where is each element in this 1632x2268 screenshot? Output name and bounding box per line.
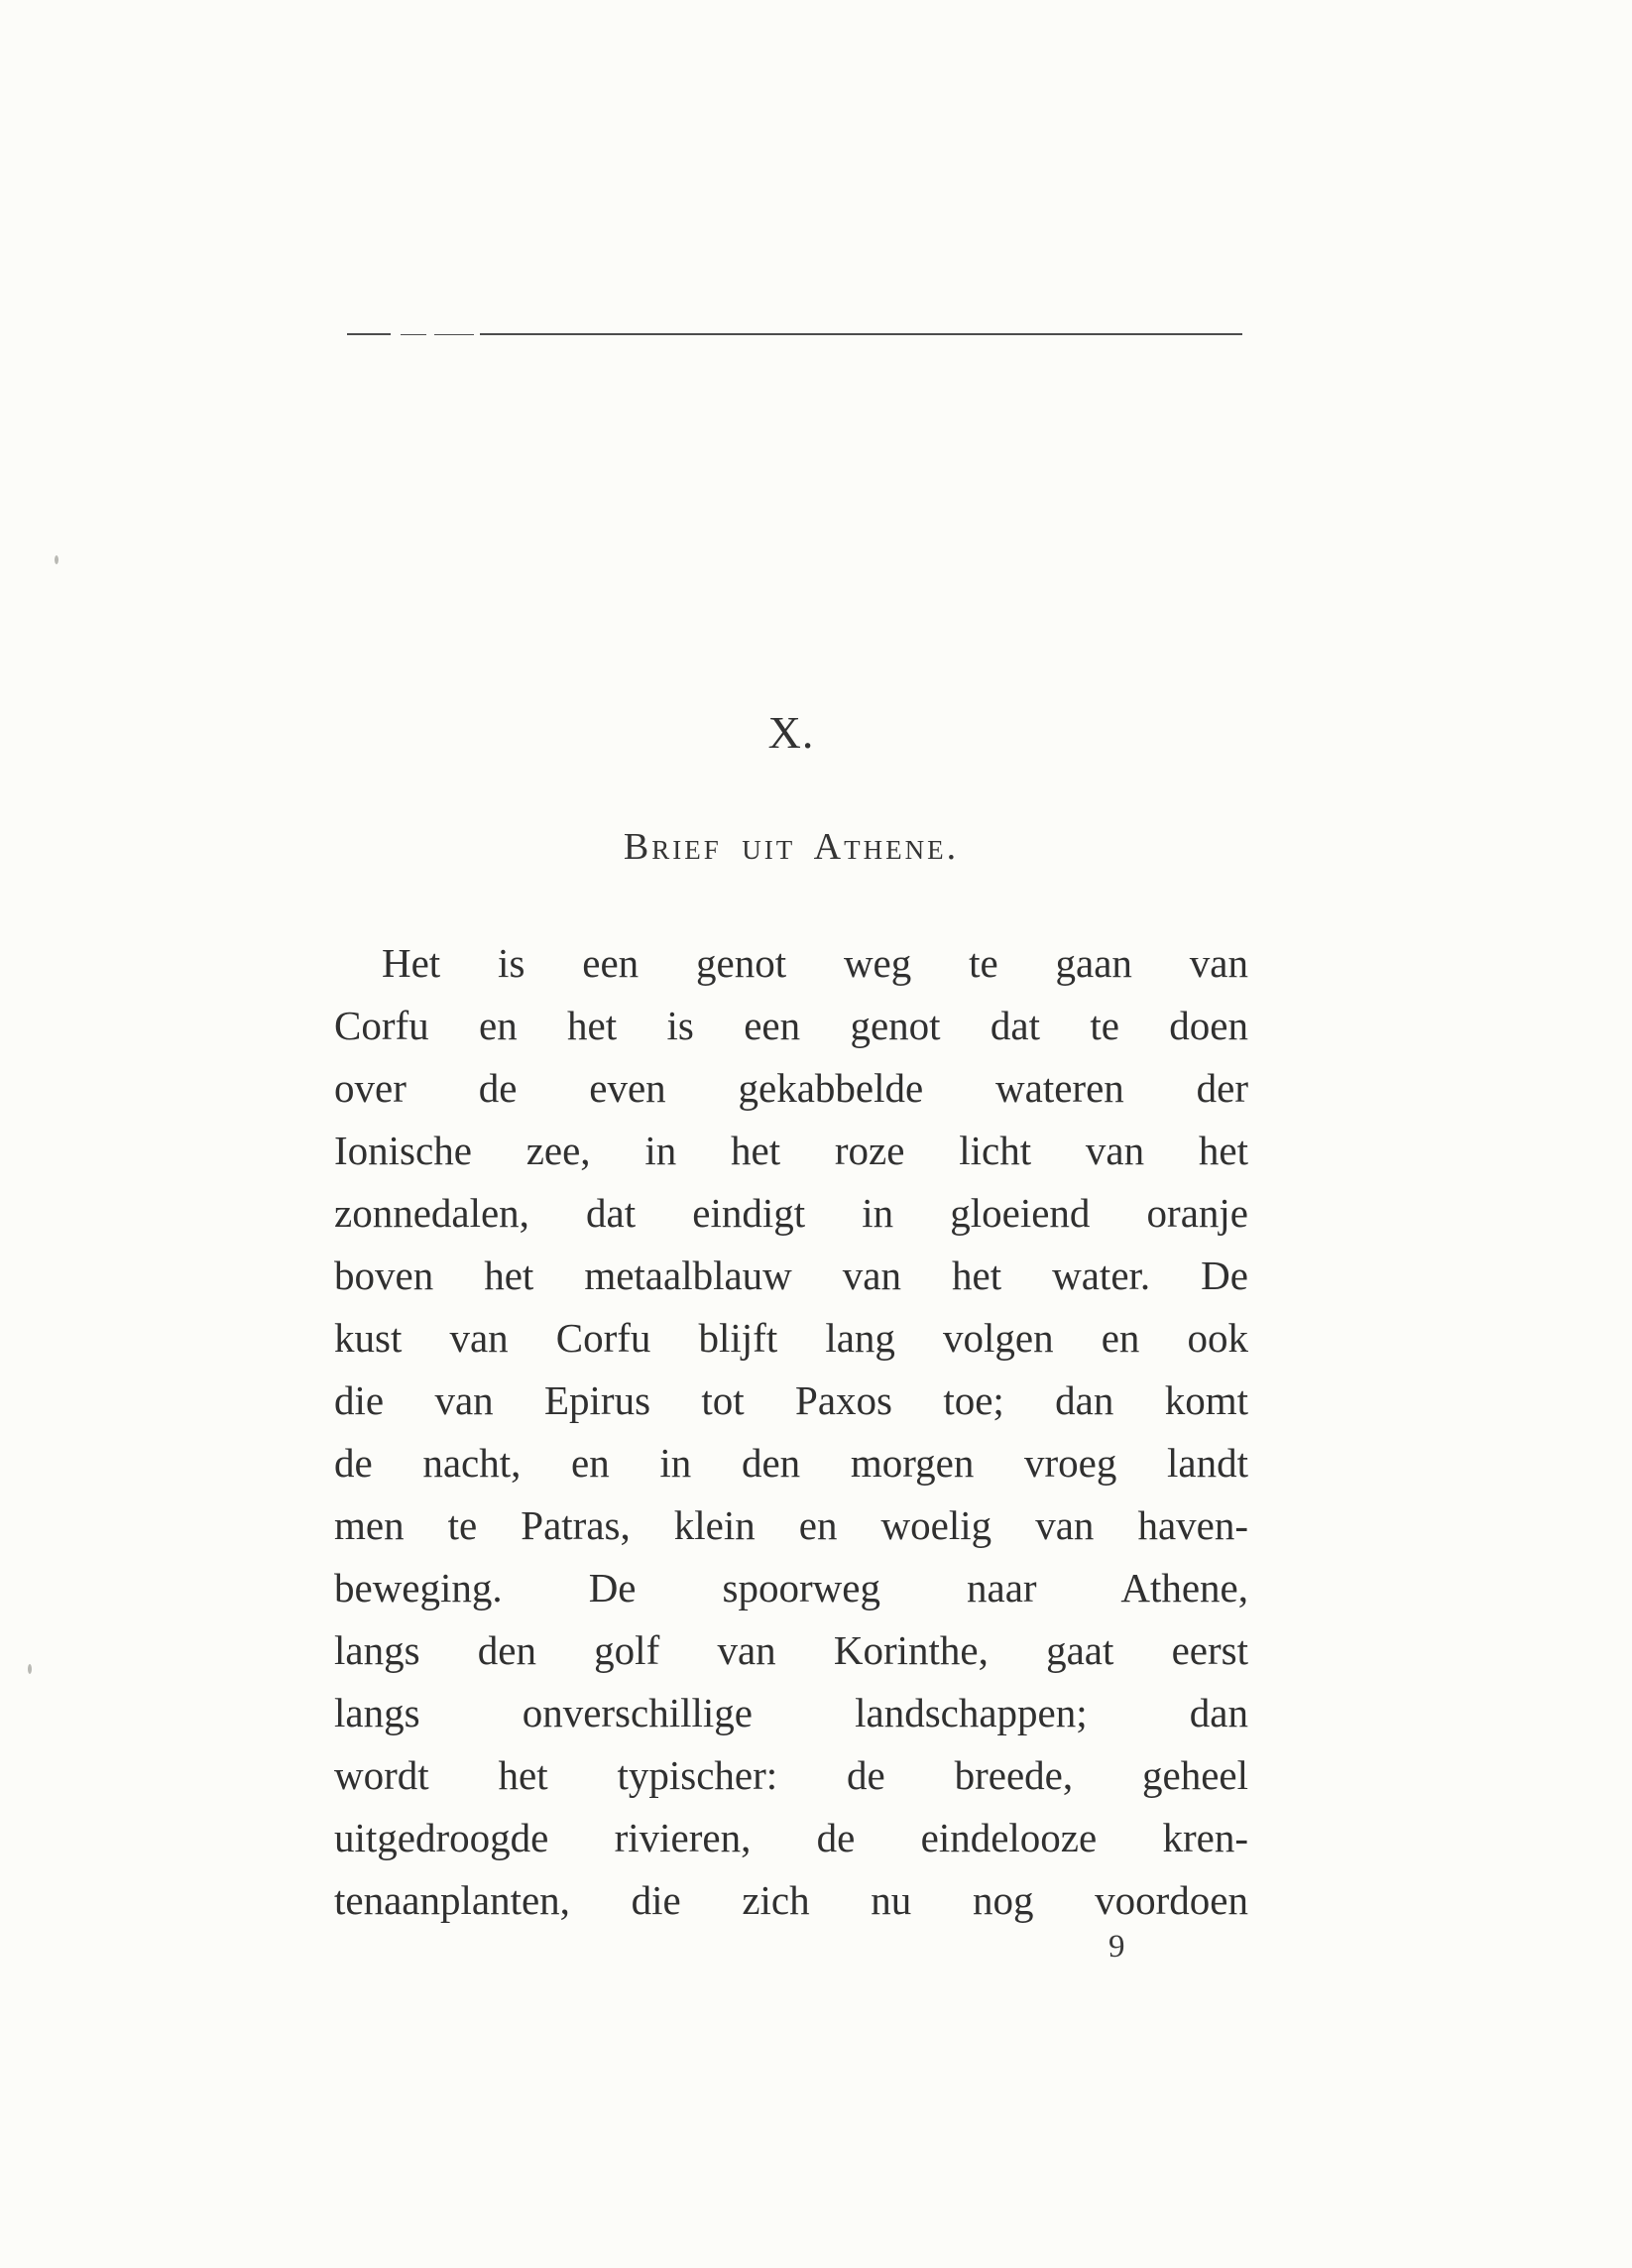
chapter-number: X.: [767, 707, 815, 758]
body-line: men te Patras, klein en woelig van haven-: [334, 1502, 1248, 1548]
body-line: de nacht, en in den morgen vroeg landt: [334, 1440, 1248, 1486]
rule-dash: [347, 333, 391, 335]
body-line: Ionische zee, in het roze licht van het: [334, 1128, 1248, 1173]
scan-speck: [55, 555, 58, 564]
body-line: langs den golf van Korinthe, gaat eerst: [334, 1627, 1248, 1673]
section-title: Brief uit Athene.: [623, 826, 960, 868]
body-line: tenaanplanten, die zich nu nog voordoen: [334, 1877, 1248, 1923]
scan-speck: [28, 1664, 32, 1674]
body-line: Corfu en het is een genot dat te doen: [334, 1003, 1248, 1048]
body-line: wordt het typischer: de breede, geheel: [334, 1752, 1248, 1798]
decorative-rule: [347, 332, 1242, 336]
rule-dash: [401, 334, 426, 335]
body-line: die van Epirus tot Paxos toe; dan komt: [334, 1377, 1248, 1423]
body-line: langs onverschillige landschappen; dan: [334, 1690, 1248, 1735]
rule-dash: [434, 334, 474, 335]
body-line: Het is een genot weg te gaan van: [382, 940, 1248, 986]
body-line: zonnedalen, dat eindigt in gloeiend oranje: [334, 1190, 1248, 1236]
body-line: uitgedroogde rivieren, de eindelooze kren-: [334, 1815, 1248, 1860]
body-line: beweging. De spoorweg naar Athene,: [334, 1565, 1248, 1611]
body-line: kust van Corfu blijft lang volgen en ook: [334, 1315, 1248, 1361]
body-text: [334, 932, 1248, 1932]
body-line: boven het metaalblauw van het water. De: [334, 1253, 1248, 1298]
rule-line: [480, 333, 1242, 335]
body-line: over de even gekabbelde wateren der: [334, 1065, 1248, 1111]
page-number: 9: [1108, 1929, 1125, 1965]
